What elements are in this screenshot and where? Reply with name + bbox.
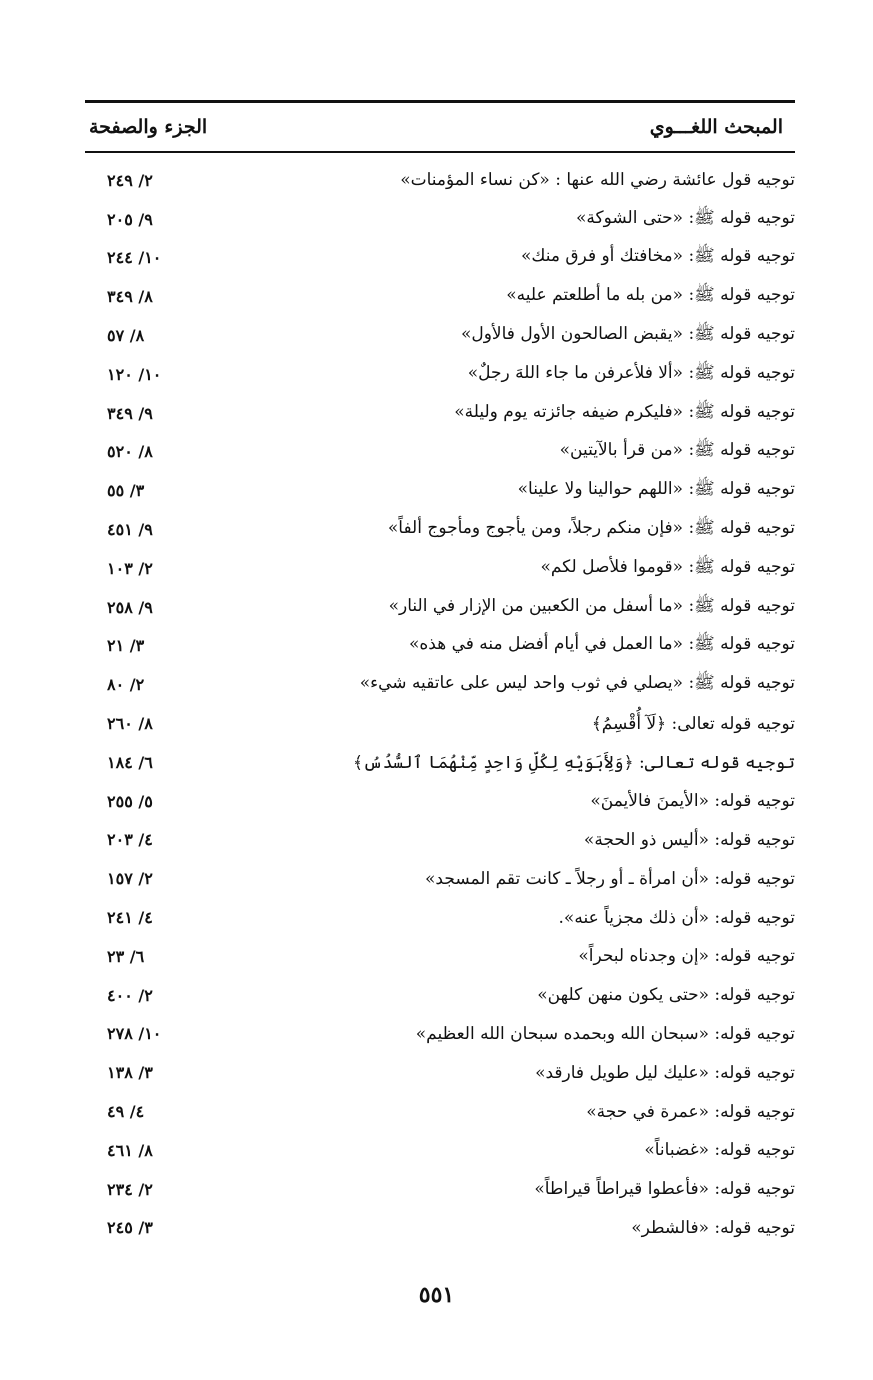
entry-volume-page: ٢/ ١٥٧ — [107, 869, 153, 889]
index-row — [85, 976, 795, 1015]
entry-topic: توجيه قوله ﷺ: «ما أسفل من الكعبين من الإزار في النار» — [388, 595, 795, 616]
index-row — [85, 355, 795, 394]
index-row — [85, 239, 795, 278]
entry-topic: توجيه قوله ﷺ: «حتى الشوكة» — [575, 207, 795, 228]
entry-topic: توجيه قوله ﷺ: «من قرأ بالآيتين» — [559, 440, 795, 461]
entry-topic: توجيه قوله ﷺ: «ألا فلأعرفن ما جاء اللهَ رجلٌ» — [467, 362, 795, 383]
entry-volume-page: ٨/ ٢٦٠ — [107, 714, 153, 734]
entry-volume-page: ٤/ ٢٠٣ — [107, 830, 153, 850]
entry-volume-page: ١٠/ ٢٤٤ — [107, 248, 162, 268]
entry-topic: توجيه قوله: «أن امرأة ـ أو رجلاً ـ كانت تقم المسجد» — [425, 868, 795, 889]
entry-volume-page: ٦/ ٢٣ — [107, 946, 145, 966]
entry-topic: توجيه قوله تعالى: ﴿لَآ أُقْسِمُ﴾ — [591, 714, 795, 735]
entry-volume-page: ٩/ ٢٠٥ — [107, 209, 153, 229]
entry-volume-page: ٢/ ٢٣٤ — [107, 1179, 153, 1199]
entry-topic: توجيه قوله ﷺ: «اللهم حوالينا ولا علينا» — [517, 479, 795, 500]
entry-volume-page: ٨/ ٣٤٩ — [107, 287, 153, 307]
entry-topic: توجيه قوله: «حتى يكون منهن كلهن» — [537, 985, 795, 1006]
index-row — [85, 937, 795, 976]
index-row — [85, 1015, 795, 1054]
index-row — [85, 433, 795, 472]
index-row — [85, 1131, 795, 1170]
entry-volume-page: ٩/ ٤٥١ — [107, 520, 153, 540]
index-row — [85, 898, 795, 937]
entry-volume-page: ٩/ ٣٤٩ — [107, 403, 153, 423]
entry-volume-page: ٢/ ٢٤٩ — [107, 170, 153, 190]
index-entries — [85, 161, 795, 1247]
index-row — [85, 821, 795, 860]
entry-topic: توجيه قوله: «غضباناً» — [644, 1140, 795, 1161]
entry-volume-page: ٣/ ١٣٨ — [107, 1063, 153, 1083]
entry-volume-page: ٢/ ٤٠٠ — [107, 985, 153, 1005]
index-row — [85, 1053, 795, 1092]
index-row — [85, 200, 795, 239]
entry-topic: توجيه قوله ﷺ: «مخافتك أو فرق منك» — [521, 246, 795, 267]
entry-topic: توجيه قوله ﷺ: «يصلي في ثوب واحد ليس على عاتقيه شيء» — [359, 673, 795, 694]
entry-volume-page: ٨/ ٥٢٠ — [107, 442, 153, 462]
entry-volume-page: ٣/ ٥٥ — [107, 481, 145, 501]
index-row — [85, 394, 795, 433]
entry-topic: توجيه قوله ﷺ: «فإن منكم رجلاً، ومن يأجوج ومأجوج ألفاً» — [387, 518, 795, 539]
entry-topic: توجيه قوله: «عمرة في حجة» — [586, 1101, 795, 1122]
entry-volume-page: ٢/ ٨٠ — [107, 675, 145, 695]
entry-topic: توجيه قوله: «فأعطوا قيراطاً قيراطاً» — [534, 1179, 795, 1200]
entry-volume-page: ٤/ ٢٤١ — [107, 908, 153, 928]
entry-topic: توجيه قوله ﷺ: «فليكرم ضيفه جائزته يوم وليلة» — [454, 401, 795, 422]
entry-volume-page: ٨/ ٤٦١ — [107, 1140, 153, 1160]
entry-topic: توجيه قول عائشة رضي الله عنها : «كن نساء المؤمنات» — [400, 170, 795, 191]
entry-topic: توجيه قوله ﷺ: «ما العمل في أيام أفضل منه في هذه» — [408, 634, 795, 655]
index-row — [85, 859, 795, 898]
index-row — [85, 627, 795, 666]
index-row — [85, 161, 795, 200]
table-header — [85, 103, 795, 151]
index-row — [85, 743, 795, 782]
entry-topic: توجيه قوله ﷺ: «من بله ما أطلعتم عليه» — [506, 285, 795, 306]
index-row — [85, 316, 795, 355]
entry-topic: توجيه قوله تعالى: ﴿وَلِأَبَوَيْهِ لِكُلِّ وَاحِدٍ مِّنْهُمَا ٱلسُّدُسُ﴾ — [353, 752, 795, 773]
index-row — [85, 588, 795, 627]
entry-volume-page: ٥/ ٢٥٥ — [107, 791, 153, 811]
entry-volume-page: ٣/ ٢٤٥ — [107, 1218, 153, 1238]
entry-topic: توجيه قوله: «عليك ليل طويل فارقد» — [535, 1062, 795, 1083]
index-row — [85, 549, 795, 588]
entry-volume-page: ٩/ ٢٥٨ — [107, 597, 153, 617]
index-row — [85, 277, 795, 316]
entry-volume-page: ٦/ ١٨٤ — [107, 752, 153, 772]
index-row — [85, 1092, 795, 1131]
entry-topic: توجيه قوله ﷺ: «يقبض الصالحون الأول فالأول» — [460, 324, 795, 345]
entry-volume-page: ٨/ ٥٧ — [107, 326, 145, 346]
entry-topic: توجيه قوله: «أليس ذو الحجة» — [583, 829, 795, 850]
entry-topic: توجيه قوله: «أن ذلك مجزياً عنه». — [558, 907, 795, 928]
entry-topic: توجيه قوله: «الأيمنَ فالأيمنَ» — [590, 791, 795, 812]
index-row — [85, 704, 795, 743]
index-row — [85, 782, 795, 821]
entry-volume-page: ٢/ ١٠٣ — [107, 558, 153, 578]
entry-volume-page: ٣/ ٢١ — [107, 636, 145, 656]
header-bottom-rule — [85, 151, 795, 153]
index-row — [85, 665, 795, 704]
entry-volume-page: ١٠/ ١٢٠ — [107, 364, 162, 384]
index-row — [85, 1170, 795, 1209]
entry-topic: توجيه قوله: «إن وجدناه لبحراً» — [578, 946, 795, 967]
column-header-volume-page: الجزء والصفحة — [89, 116, 208, 138]
index-row — [85, 1209, 795, 1248]
entry-topic: توجيه قوله: «سبحان الله وبحمده سبحان الله العظيم» — [415, 1023, 795, 1044]
column-header-topic: المبحث اللغـــوي — [649, 116, 783, 138]
entry-topic: توجيه قوله: «فالشطر» — [631, 1217, 795, 1238]
index-row — [85, 510, 795, 549]
index-row — [85, 471, 795, 510]
entry-topic: توجيه قوله ﷺ: «قوموا فلأصل لكم» — [540, 556, 795, 577]
entry-volume-page: ١٠/ ٢٧٨ — [107, 1024, 162, 1044]
index-page — [85, 100, 795, 1247]
entry-volume-page: ٤/ ٤٩ — [107, 1102, 145, 1122]
page-number: ٥٥١ — [418, 1282, 455, 1308]
